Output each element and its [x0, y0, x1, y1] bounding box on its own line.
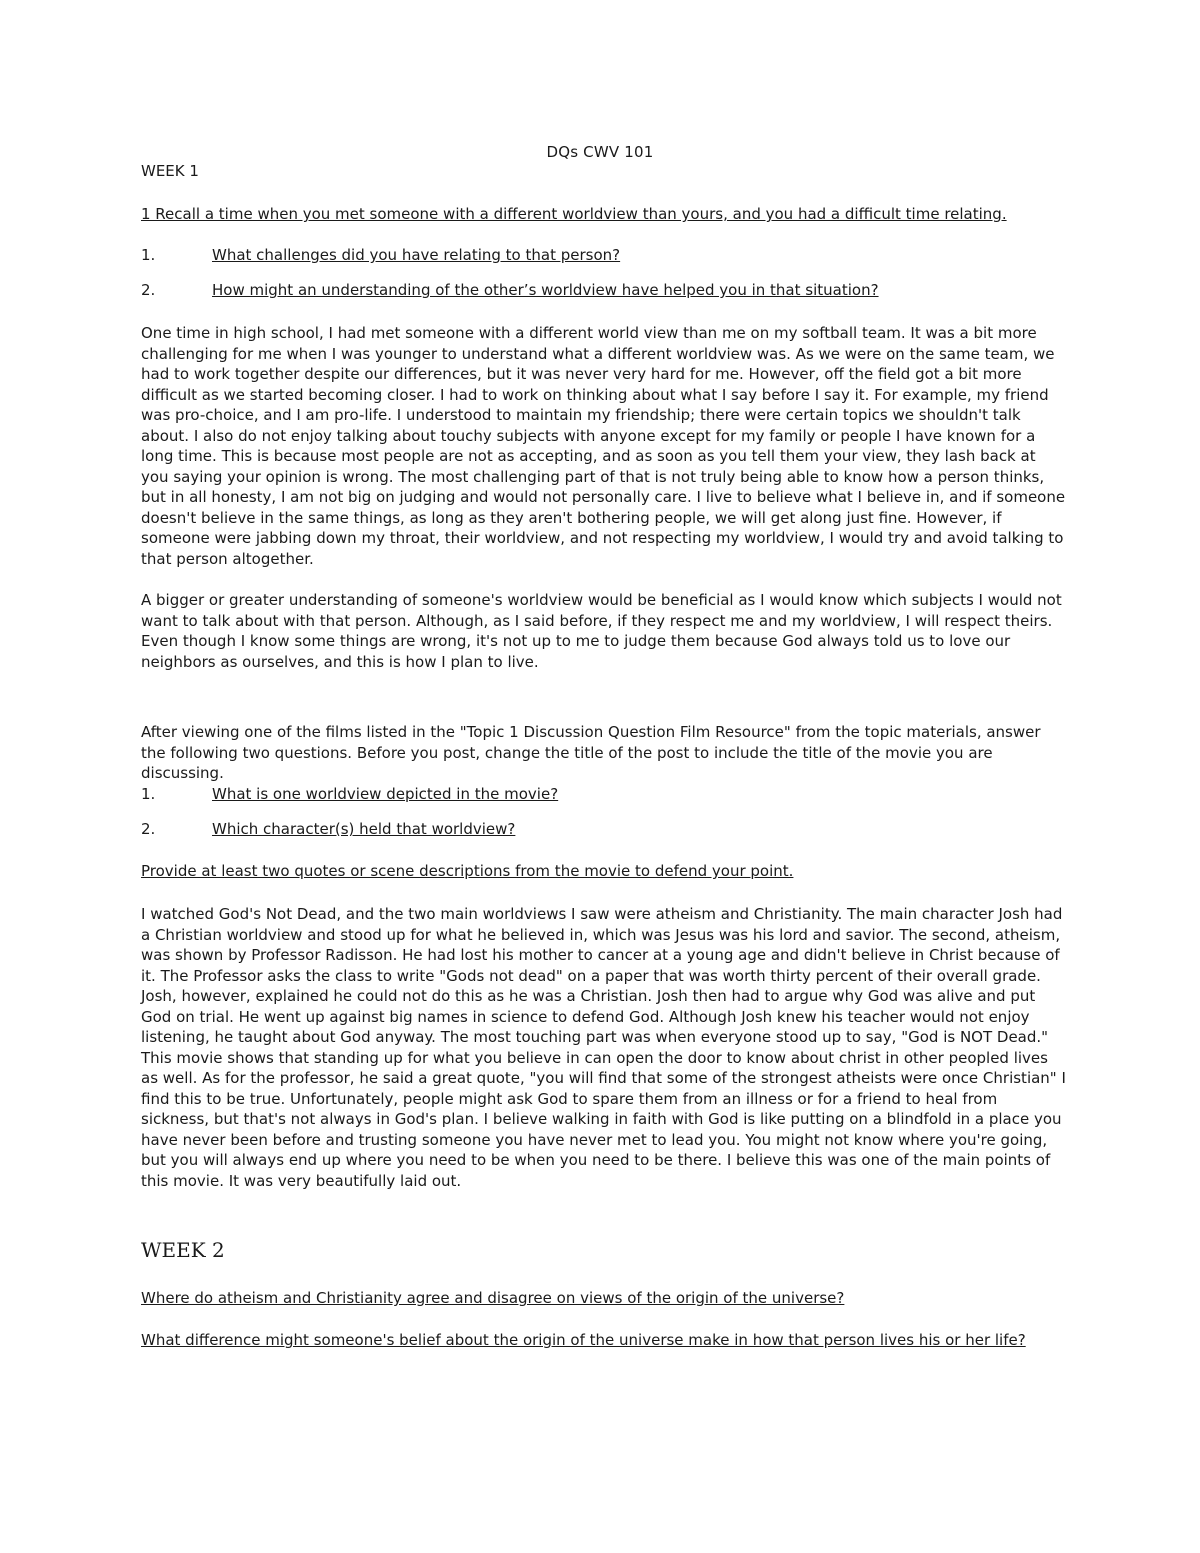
- q2-instruction: Provide at least two quotes or scene descriptions from the movie to defend your point.: [141, 862, 794, 880]
- q1-answer-paragraph-1: One time in high school, I had met someone with a different world view than me on my softball team. It was a bit more challenging for me when I was younger to understand what a different worldview was. As we were on the same team, we had to work together despite our differences, but it was never very hard for me. However, off the field got a bit more difficult as we started becoming closer. I had to work on thinking about what I say before I say it. For example, my friend was pro-choice, and I am pro-life. I understood to maintain my friendship; there were certain topics we shouldn't talk about. I also do not enjoy talking about touchy subjects with anyone except for my family or people I have known for a long time. This is because most people are not as accepting, and as soon as you tell them your view, they lash back at you saying your opinion is wrong. The most challenging part of that is not truly being able to know how a person thinks, but in all honesty, I am not big on judging and would not personally care. I live to believe what I believe in, and if someone doesn't believe in the same things, as long as they aren't bothering people, we will get along just fine. However, if someone were jabbing down my throat, their worldview, and not respecting my worldview, I would try and avoid talking to that person altogether.: [141, 324, 1066, 568]
- week1-label: WEEK 1: [141, 162, 199, 180]
- q1-item-2-text: How might an understanding of the other’s worldview have helped you in that situation?: [212, 281, 879, 299]
- q1-answer-paragraph-2: A bigger or greater understanding of someone's worldview would be beneficial as I would know which subjects I would not want to talk about with that person. Although, as I said before, if they respect me and my worldview, I will respect theirs. Even though I know some things are wrong, it's not up to me to judge them because God always told us to love our neighbors as ourselves, and this is how I plan to live.: [141, 591, 1062, 671]
- week2-label: WEEK 2: [141, 1238, 225, 1262]
- q2-item-1-number: 1.: [141, 785, 156, 803]
- week2-question-2: What difference might someone's belief about the origin of the universe make in how that person lives his or her life?: [141, 1331, 1026, 1349]
- q1-prompt: 1 Recall a time when you met someone with a different worldview than yours, and you had a difficult time relating.: [141, 205, 1007, 223]
- q1-item-2: [141, 280, 1066, 301]
- q2-item-1: [141, 784, 1066, 805]
- q1-item-2-number: 2.: [141, 281, 156, 299]
- week2-question-1: Where do atheism and Christianity agree and disagree on views of the origin of the universe?: [141, 1289, 845, 1307]
- q2-answer: I watched God's Not Dead, and the two main worldviews I saw were atheism and Christianity. The main character Josh had a Christian worldview and stood up for what he believed in, which was Jesus was his lord and savior. The second, atheism, was shown by Professor Radisson. He had lost his mother to cancer at a young age and didn't believe in Christ because of it. The Professor asks the class to write "Gods not dead" on a paper that was worth thirty percent of their overall grade. Josh, however, explained he could not do this as he was a Christian. Josh then had to argue why God was alive and put God on trial. He went up against big names in science to defend God. Although Josh knew his teacher would not enjoy listening, he taught about God anyway. The most touching part was when everyone stood up to say, "God is NOT Dead." This movie shows that standing up for what you believe in can open the door to know about christ in other peopled lives as well. As for the professor, he said a great quote, "you will find that some of the strongest atheists were once Christian" I find this to be true. Unfortunately, people might ask God to spare them from an illness or for a friend to heal from sickness, but that's not always in God's plan. I believe walking in faith with God is like putting on a blindfold in a place you have never been before and trusting someone you have never met to lead you. You might not know where you're going, but you will always end up where you need to be when you need to be there. I believe this was one of the main points of this movie. It was very beautifully laid out.: [141, 905, 1066, 1190]
- q2-item-2: [141, 819, 1066, 840]
- document-title: DQs CWV 101: [546, 143, 654, 161]
- q2-item-1-text: What is one worldview depicted in the movie?: [212, 785, 559, 803]
- q1-item-1-number: 1.: [141, 246, 156, 264]
- q2-prompt: After viewing one of the films listed in the "Topic 1 Discussion Question Film Resource" from the topic materials, answer the following two questions. Before you post, change the title of the post to include the title of the movie you are discussing.: [141, 723, 1041, 782]
- q1-item-1: [141, 245, 1066, 266]
- q2-item-2-number: 2.: [141, 820, 156, 838]
- q2-item-2-text: Which character(s) held that worldview?: [212, 820, 516, 838]
- q1-item-1-text: What challenges did you have relating to that person?: [212, 246, 621, 264]
